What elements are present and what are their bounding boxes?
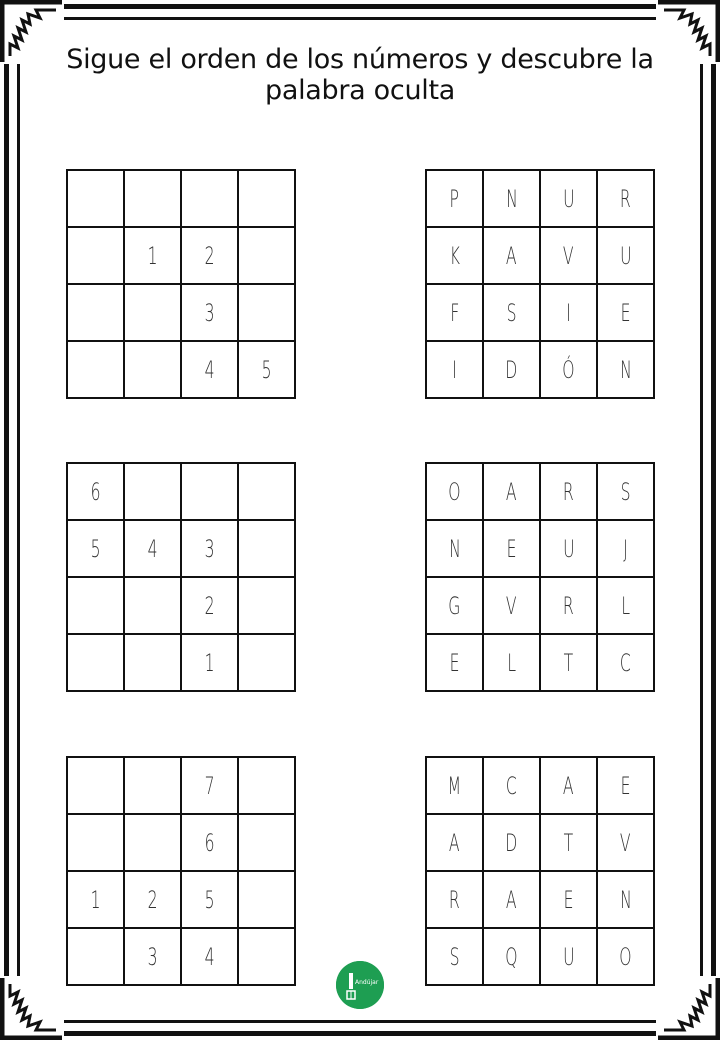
number-cell bbox=[68, 578, 125, 635]
number-cell bbox=[239, 285, 296, 342]
letter-value: F bbox=[450, 298, 459, 327]
letter-cell bbox=[598, 758, 655, 815]
letter-value: L bbox=[621, 591, 630, 620]
corner-ornament-icon bbox=[656, 976, 720, 1040]
letter-value: E bbox=[449, 648, 460, 677]
number-cell bbox=[239, 578, 296, 635]
number-cell bbox=[182, 228, 239, 285]
letter-value: K bbox=[449, 241, 460, 270]
letter-value: G bbox=[448, 591, 461, 620]
number-cell bbox=[182, 929, 239, 986]
number-cell bbox=[239, 342, 296, 399]
letter-value: I bbox=[566, 298, 571, 327]
number-value: 5 bbox=[204, 885, 215, 914]
letter-cell bbox=[484, 464, 541, 521]
letter-cell bbox=[427, 228, 484, 285]
letter-cell bbox=[427, 872, 484, 929]
number-cell bbox=[125, 635, 182, 692]
corner-ornament-icon bbox=[0, 0, 64, 64]
number-cell bbox=[125, 171, 182, 228]
letter-cell bbox=[541, 464, 598, 521]
letter-value: A bbox=[506, 241, 517, 270]
number-value: 4 bbox=[204, 355, 215, 384]
letter-grid bbox=[425, 756, 655, 986]
number-cell bbox=[125, 872, 182, 929]
letter-value: D bbox=[505, 828, 518, 857]
letter-cell bbox=[427, 815, 484, 872]
corner-ornament-icon bbox=[0, 976, 64, 1040]
number-value: 2 bbox=[204, 241, 215, 270]
number-cell bbox=[239, 815, 296, 872]
letter-value: U bbox=[562, 184, 575, 213]
number-cell bbox=[182, 521, 239, 578]
title-line-1: Sigue el orden de los números y descubre la bbox=[66, 44, 654, 75]
letter-cell bbox=[541, 228, 598, 285]
letter-value: R bbox=[563, 591, 574, 620]
number-value: 2 bbox=[204, 591, 215, 620]
letter-value: E bbox=[563, 885, 574, 914]
number-cell bbox=[125, 342, 182, 399]
number-value: 4 bbox=[204, 942, 215, 971]
letter-cell bbox=[541, 578, 598, 635]
number-cell bbox=[182, 815, 239, 872]
letter-cell bbox=[598, 872, 655, 929]
number-value: 5 bbox=[261, 355, 272, 384]
letter-value: L bbox=[507, 648, 516, 677]
letter-cell bbox=[427, 758, 484, 815]
number-cell bbox=[125, 521, 182, 578]
number-cell bbox=[125, 815, 182, 872]
letter-cell bbox=[427, 171, 484, 228]
letter-cell bbox=[598, 464, 655, 521]
number-grid bbox=[66, 756, 296, 986]
letter-value: A bbox=[506, 885, 517, 914]
number-cell bbox=[182, 171, 239, 228]
letter-cell bbox=[541, 758, 598, 815]
letter-cell bbox=[427, 521, 484, 578]
letter-value: P bbox=[449, 184, 460, 213]
letter-cell bbox=[541, 929, 598, 986]
letter-cell bbox=[541, 635, 598, 692]
number-cell bbox=[68, 815, 125, 872]
letter-value: E bbox=[506, 534, 517, 563]
number-cell bbox=[125, 578, 182, 635]
letter-value: Q bbox=[505, 942, 518, 971]
number-cell bbox=[239, 929, 296, 986]
letter-cell bbox=[541, 815, 598, 872]
number-cell bbox=[68, 521, 125, 578]
letter-value: C bbox=[506, 771, 517, 800]
letter-value: A bbox=[563, 771, 574, 800]
number-grid bbox=[66, 462, 296, 692]
number-cell bbox=[68, 758, 125, 815]
letter-value: J bbox=[623, 534, 628, 563]
letter-cell bbox=[427, 578, 484, 635]
number-cell bbox=[239, 872, 296, 929]
letter-value: R bbox=[563, 477, 574, 506]
letter-cell bbox=[427, 285, 484, 342]
number-value: 3 bbox=[147, 942, 158, 971]
letter-value: T bbox=[563, 828, 574, 857]
letter-value: O bbox=[619, 942, 632, 971]
letter-cell bbox=[484, 578, 541, 635]
letter-value: S bbox=[506, 298, 517, 327]
letter-grid bbox=[425, 462, 655, 692]
letter-cell bbox=[598, 635, 655, 692]
letter-cell bbox=[484, 758, 541, 815]
number-cell bbox=[239, 758, 296, 815]
letter-cell bbox=[484, 285, 541, 342]
letter-value: E bbox=[620, 298, 631, 327]
letter-cell bbox=[598, 285, 655, 342]
letter-value: I bbox=[452, 355, 457, 384]
number-value: 2 bbox=[147, 885, 158, 914]
number-cell bbox=[125, 929, 182, 986]
letter-cell bbox=[484, 872, 541, 929]
letter-value: A bbox=[506, 477, 517, 506]
number-value: 4 bbox=[147, 534, 158, 563]
number-cell bbox=[68, 464, 125, 521]
letter-cell bbox=[484, 929, 541, 986]
letter-cell bbox=[598, 171, 655, 228]
letter-cell bbox=[598, 929, 655, 986]
title-line-2: palabra oculta bbox=[264, 75, 455, 106]
letter-value: N bbox=[448, 534, 461, 563]
letter-cell bbox=[427, 464, 484, 521]
number-cell bbox=[125, 464, 182, 521]
number-value: 6 bbox=[204, 828, 215, 857]
number-value: 6 bbox=[90, 477, 101, 506]
letter-cell bbox=[598, 815, 655, 872]
letter-value: O bbox=[448, 477, 461, 506]
number-cell bbox=[239, 521, 296, 578]
letter-cell bbox=[541, 342, 598, 399]
letter-cell bbox=[541, 171, 598, 228]
number-cell bbox=[182, 342, 239, 399]
letter-value: U bbox=[562, 942, 575, 971]
number-grid bbox=[66, 169, 296, 399]
letter-value: R bbox=[449, 885, 460, 914]
number-cell bbox=[125, 758, 182, 815]
letter-value: N bbox=[619, 355, 632, 384]
number-value: 3 bbox=[204, 534, 215, 563]
letter-value: D bbox=[505, 355, 518, 384]
letter-value: M bbox=[447, 771, 462, 800]
number-cell bbox=[239, 464, 296, 521]
letter-cell bbox=[598, 521, 655, 578]
letter-cell bbox=[598, 342, 655, 399]
page-title bbox=[60, 44, 660, 106]
letter-value: S bbox=[620, 477, 631, 506]
letter-value: E bbox=[620, 771, 631, 800]
number-cell bbox=[68, 635, 125, 692]
letter-grid bbox=[425, 169, 655, 399]
letter-value: V bbox=[506, 591, 517, 620]
letter-value: V bbox=[563, 241, 574, 270]
logo bbox=[336, 961, 384, 1009]
letter-value: T bbox=[563, 648, 574, 677]
letter-value: N bbox=[619, 885, 632, 914]
letter-cell bbox=[541, 285, 598, 342]
number-cell bbox=[68, 929, 125, 986]
letter-cell bbox=[484, 815, 541, 872]
letter-value: Ó bbox=[562, 355, 575, 384]
letter-value: A bbox=[449, 828, 460, 857]
letter-cell bbox=[541, 872, 598, 929]
letter-cell bbox=[427, 929, 484, 986]
number-cell bbox=[68, 171, 125, 228]
letter-cell bbox=[598, 578, 655, 635]
letter-cell bbox=[427, 342, 484, 399]
letter-value: S bbox=[449, 942, 460, 971]
number-cell bbox=[125, 228, 182, 285]
number-cell bbox=[239, 228, 296, 285]
number-value: 7 bbox=[204, 771, 215, 800]
number-value: 5 bbox=[90, 534, 101, 563]
number-value: 1 bbox=[204, 648, 215, 677]
letter-value: N bbox=[505, 184, 518, 213]
letter-value: C bbox=[620, 648, 631, 677]
letter-cell bbox=[484, 521, 541, 578]
number-cell bbox=[239, 635, 296, 692]
letter-cell bbox=[541, 521, 598, 578]
number-cell bbox=[68, 285, 125, 342]
number-cell bbox=[239, 171, 296, 228]
number-cell bbox=[68, 342, 125, 399]
corner-ornament-icon bbox=[656, 0, 720, 64]
letter-value: R bbox=[620, 184, 631, 213]
letter-value: V bbox=[620, 828, 631, 857]
letter-value: U bbox=[562, 534, 575, 563]
letter-cell bbox=[427, 635, 484, 692]
number-cell bbox=[68, 872, 125, 929]
letter-cell bbox=[484, 635, 541, 692]
letter-cell bbox=[484, 171, 541, 228]
letter-cell bbox=[484, 342, 541, 399]
number-value: 3 bbox=[204, 298, 215, 327]
letter-value: U bbox=[619, 241, 632, 270]
number-cell bbox=[182, 635, 239, 692]
letter-cell bbox=[484, 228, 541, 285]
number-cell bbox=[182, 872, 239, 929]
number-cell bbox=[182, 758, 239, 815]
logo-text: Andújar bbox=[355, 979, 379, 986]
letter-cell bbox=[598, 228, 655, 285]
number-cell bbox=[182, 578, 239, 635]
number-cell bbox=[125, 285, 182, 342]
number-cell bbox=[182, 464, 239, 521]
number-cell bbox=[68, 228, 125, 285]
number-cell bbox=[182, 285, 239, 342]
number-value: 1 bbox=[147, 241, 158, 270]
number-value: 1 bbox=[90, 885, 101, 914]
